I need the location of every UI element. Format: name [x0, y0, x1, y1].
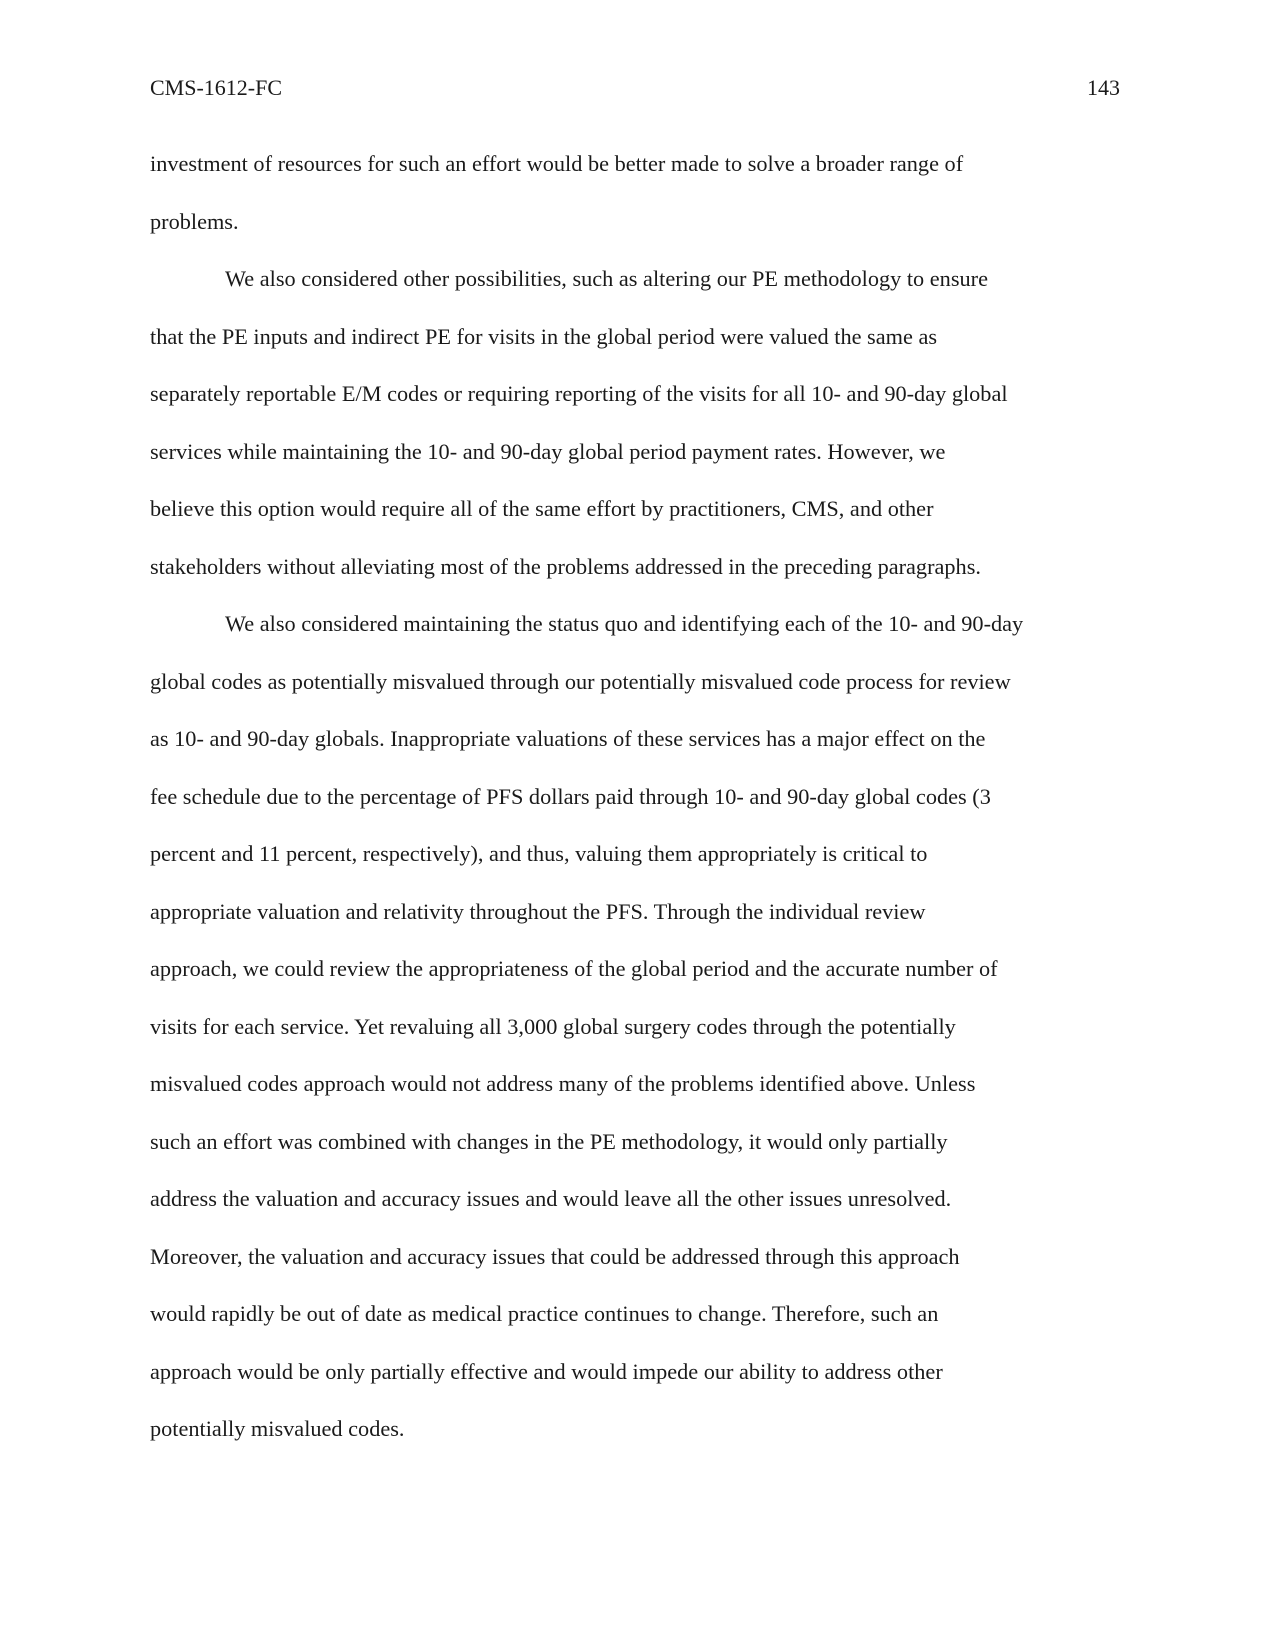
text-line: misvalued codes approach would not address many of the problems identified above. Unless — [150, 1071, 976, 1096]
text-line: services while maintaining the 10- and 90-day global period payment rates. However, we — [150, 438, 946, 464]
text-line: approach would be only partially effective and would impede our ability to address other — [150, 1358, 943, 1384]
text-line: approach, we could review the appropriateness of the global period and the accurate number of — [150, 956, 998, 981]
text-line: separately reportable E/M codes or requiring reporting of the visits for all 10- and 90-day global — [150, 381, 1008, 406]
text-line: as 10- and 90-day globals. Inappropriate valuations of these services has a major effect on the — [150, 726, 986, 751]
text-line: address the valuation and accuracy issues and would leave all the other issues unresolved. — [150, 1186, 952, 1211]
text-line: stakeholders without alleviating most of the problems addressed in the preceding paragraphs. — [150, 553, 981, 579]
body-text — [150, 148, 1130, 1471]
page-header — [150, 72, 1120, 104]
text-line: that the PE inputs and indirect PE for visits in the global period were valued the same as — [150, 323, 938, 349]
text-line: appropriate valuation and relativity throughout the PFS. Through the individual review — [150, 898, 926, 924]
text-line: problems. — [150, 208, 239, 234]
text-line: visits for each service. Yet revaluing all 3,000 global surgery codes through the potentially — [150, 1013, 956, 1039]
text-line: We also considered maintaining the status quo and identifying each of the 10- and 90-day — [225, 611, 1024, 636]
page-number: 143 — [1087, 75, 1120, 100]
text-line: would rapidly be out of date as medical practice continues to change. Therefore, such an — [150, 1301, 939, 1326]
text-line: global codes as potentially misvalued through our potentially misvalued code process for review — [150, 668, 1011, 694]
text-line: fee schedule due to the percentage of PFS dollars paid through 10- and 90-day global codes (3 — [150, 783, 991, 809]
text-line: believe this option would require all of the same effort by practitioners, CMS, and other — [150, 496, 934, 521]
text-line: potentially misvalued codes. — [150, 1416, 405, 1441]
text-line: We also considered other possibilities, such as altering our PE methodology to ensure — [225, 266, 988, 291]
text-line: Moreover, the valuation and accuracy issues that could be addressed through this approach — [150, 1243, 960, 1269]
text-line: investment of resources for such an effort would be better made to solve a broader range of — [150, 151, 964, 176]
document-id: CMS-1612-FC — [150, 75, 283, 100]
text-line: percent and 11 percent, respectively), and thus, valuing them appropriately is critical to — [150, 841, 928, 866]
text-line: such an effort was combined with changes in the PE methodology, it would only partially — [150, 1128, 948, 1154]
